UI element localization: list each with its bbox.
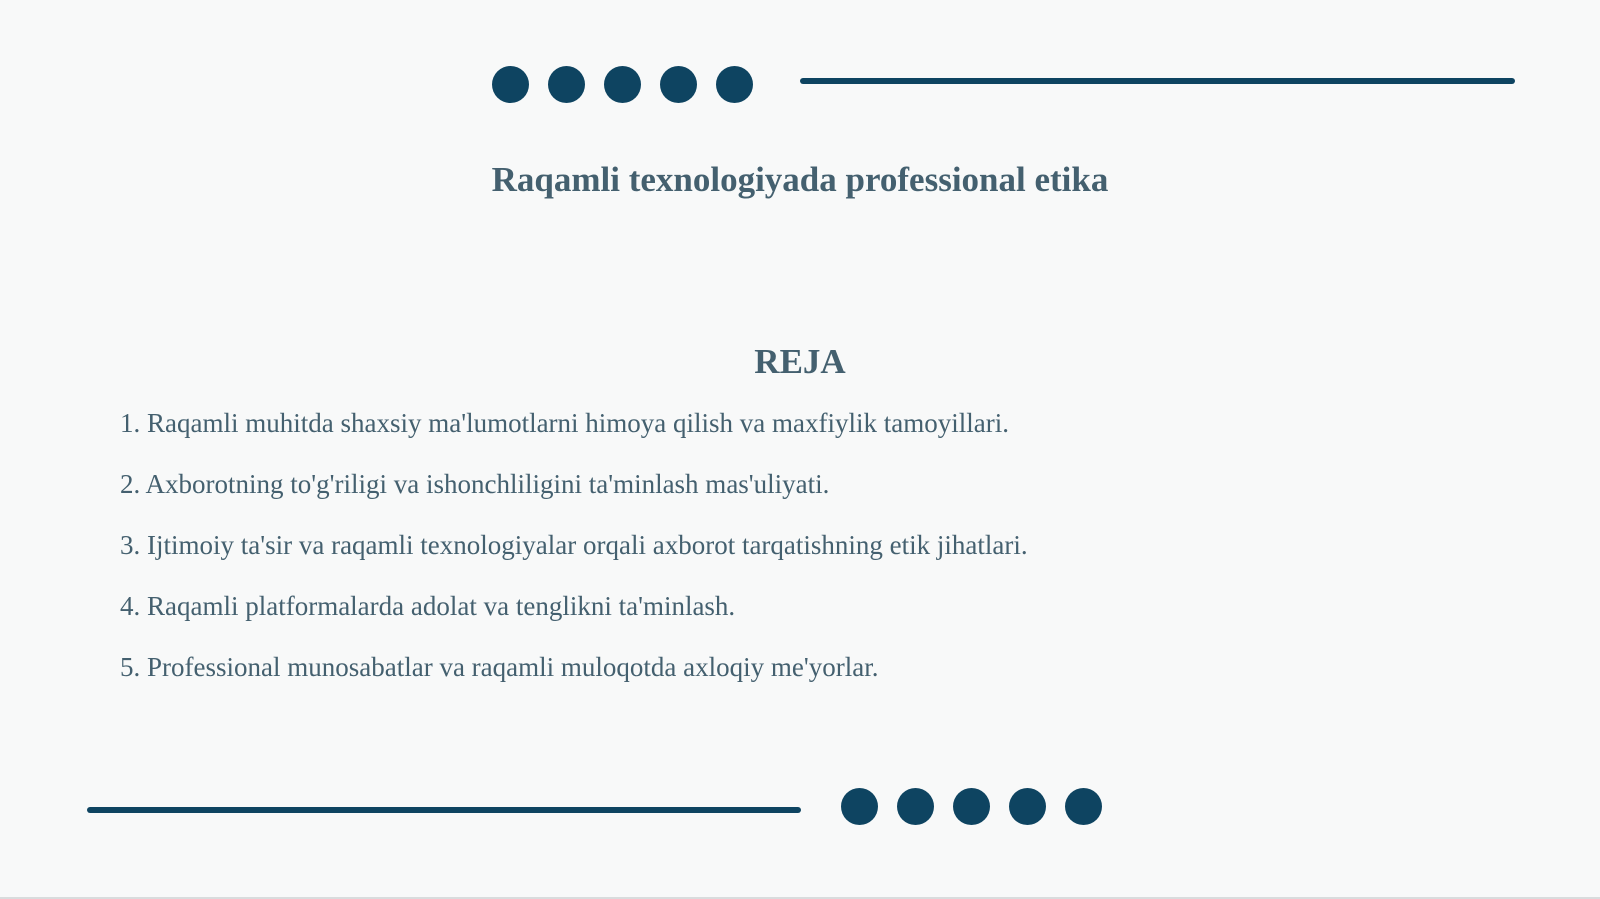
bottom-dot — [841, 788, 878, 825]
plan-item: 2. Axborotning to'g'riligi va ishonchliligini ta'minlash mas'uliyati. — [120, 469, 830, 499]
top-dot — [492, 66, 529, 103]
bottom-dot — [897, 788, 934, 825]
plan-list — [120, 405, 1028, 710]
top-dot — [660, 66, 697, 103]
top-dot — [604, 66, 641, 103]
plan-item: 5. Professional munosabatlar va raqamli muloqotda axloqiy me'yorlar. — [120, 652, 879, 682]
top-dot — [548, 66, 585, 103]
plan-item: 3. Ijtimoiy ta'sir va raqamli texnologiyalar orqali axborot tarqatishning etik jihatlari. — [120, 530, 1028, 560]
bottom-rule — [87, 807, 801, 813]
plan-item: 4. Raqamli platformalarda adolat va tenglikni ta'minlash. — [120, 591, 736, 621]
plan-heading: REJA — [754, 342, 846, 381]
bottom-dot — [1065, 788, 1102, 825]
bottom-dot — [1009, 788, 1046, 825]
slide-title: Raqamli texnologiyada professional etika — [491, 160, 1109, 199]
bottom-dot — [953, 788, 990, 825]
plan-item: 1. Raqamli muhitda shaxsiy ma'lumotlarni himoya qilish va maxfiylik tamoyillari. — [120, 408, 1009, 438]
top-dot — [716, 66, 753, 103]
top-rule — [800, 78, 1515, 84]
